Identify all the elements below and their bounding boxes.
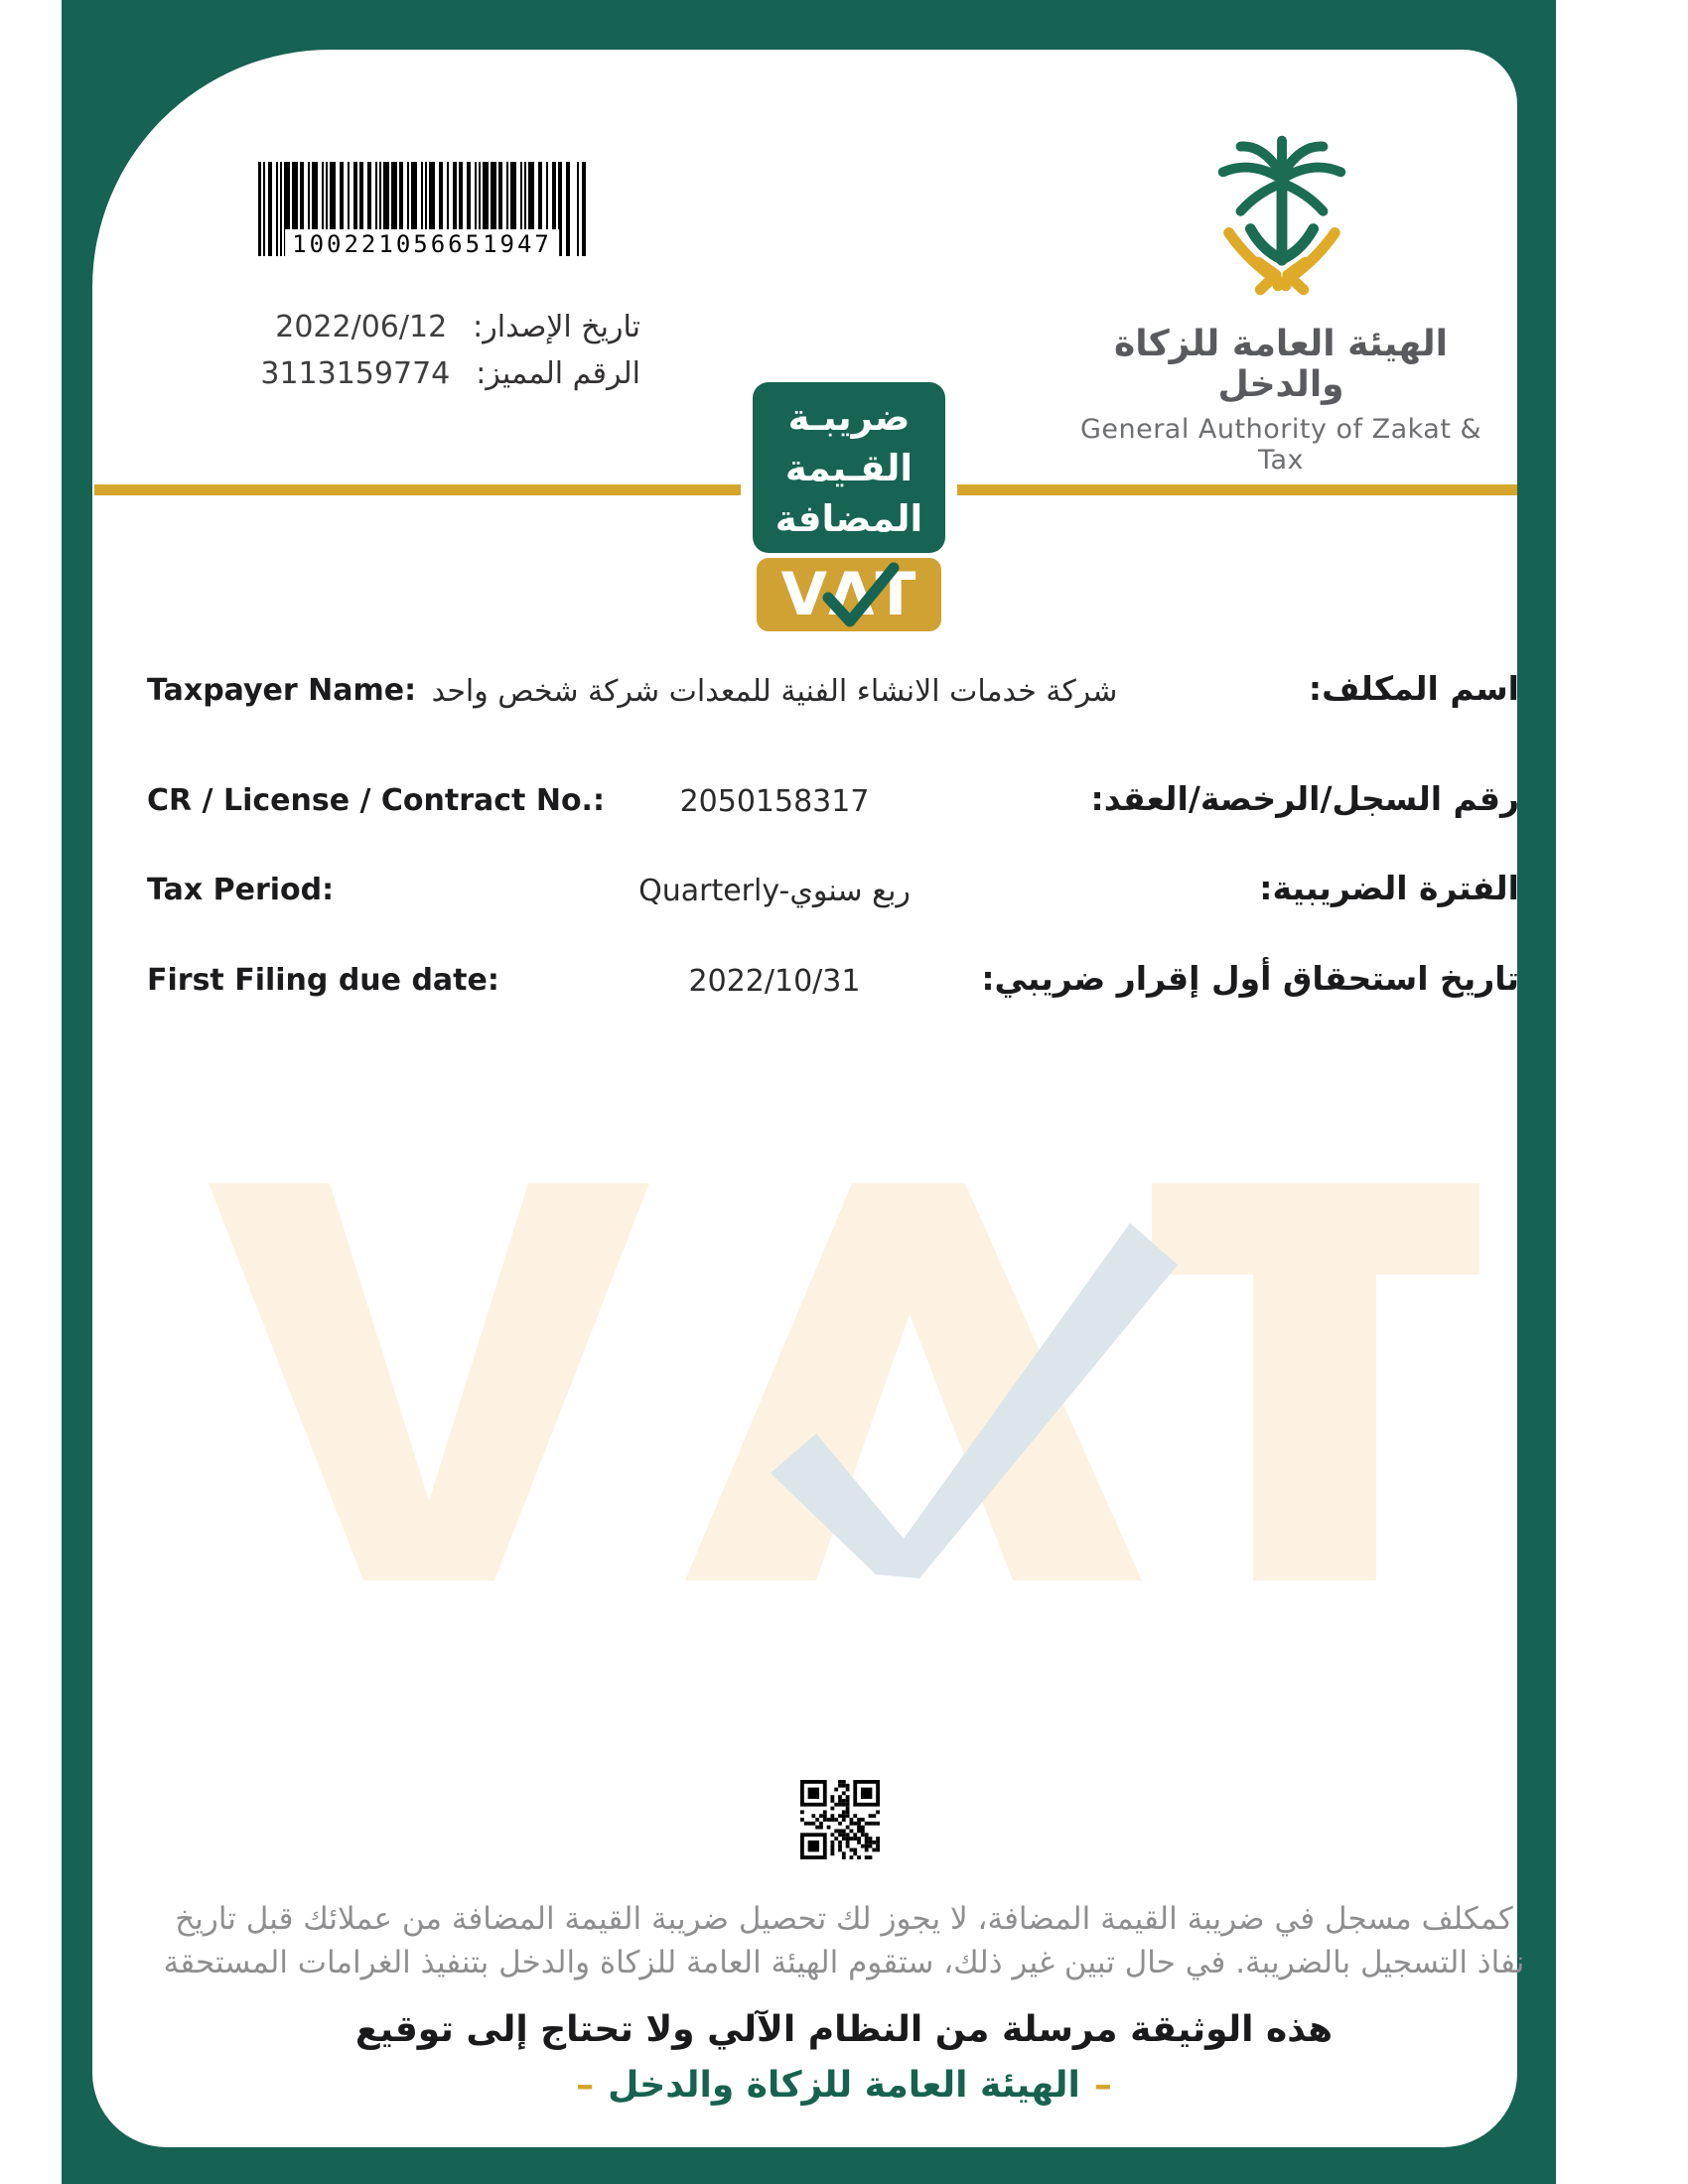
distinct-number-row (204, 356, 640, 403)
field-first-filing-label-en: First Filing due date: (147, 963, 499, 998)
authority-name-arabic: الهيئة العامة للزكاة والدخل (1113, 324, 1449, 405)
footer-dash-left: – (576, 2065, 595, 2106)
field-first-filing-value: 2022/10/31 (688, 964, 861, 999)
authority-name-block (1072, 324, 1489, 476)
gold-divider-right (957, 484, 1517, 495)
vat-logo-line2: القـيمة (784, 446, 914, 489)
distinct-number-label: الرقم المميز: (476, 356, 640, 391)
issue-date-row (204, 310, 640, 356)
field-taxpayer-name-label-en: Taxpayer Name: (147, 673, 417, 708)
vat-logo-arabic-box (753, 382, 945, 553)
vat-logo-line1: ضريبـة (787, 395, 911, 439)
field-first-filing-label-ar: تاريخ استحقاق أول إقرار ضريبي: (981, 959, 1519, 998)
footer-statement: هذه الوثيقة مرسلة من النظام الآلي ولا تحتاج إلى توقيع (354, 2009, 1334, 2050)
vat-logo-latin-box (757, 558, 941, 631)
barcode (258, 162, 586, 256)
field-cr-license-label-en: CR / License / Contract No.: (147, 783, 605, 818)
vat-logo-line3: المضافة (774, 496, 923, 540)
footer-authority-name: الهيئة العامة للزكاة والدخل (608, 2065, 1080, 2106)
field-taxpayer-name-value: شركة خدمات الانشاء الفنية للمعدات شركة شخص واحد (431, 674, 1118, 709)
footer-notice-line1: كمكلف مسجل في ضريبة القيمة المضافة، لا يجوز لك تحصيل ضريبة القيمة المضافة من عملائك قبل تاريخ (175, 1901, 1513, 1937)
footer-dash-right: – (1093, 2065, 1112, 2106)
gazt-logo-icon (1203, 115, 1360, 314)
field-cr-license-label-ar: رقم السجل/الرخصة/العقد: (1090, 779, 1519, 818)
footer-authority-line (129, 2065, 1559, 2106)
vat-letter-t: T (875, 560, 917, 629)
field-tax-period-value: Quarterly-ربع سنوي (638, 874, 911, 908)
field-taxpayer-name-label-ar: اسم المكلف: (1308, 669, 1519, 708)
distinct-number-value: 3113159774 (260, 356, 451, 391)
field-tax-period-label-ar: الفترة الضريبية: (1259, 869, 1519, 907)
barcode-number: 100221056651947 (285, 229, 559, 259)
gold-divider-left (94, 484, 741, 495)
footer-notice-line2: نفاذ التسجيل بالضريبة. في حال تبين غير ذلك، ستقوم الهيئة العامة للزكاة والدخل بتنفيذ الغرامات المستحقة (163, 1945, 1525, 1980)
issue-date-label: تاريخ الإصدار: (473, 310, 640, 344)
vat-letter-a: Λ (828, 560, 876, 629)
issue-date-value: 2022/06/12 (275, 310, 448, 344)
vat-watermark-icon (209, 1183, 1479, 1572)
field-tax-period-label-en: Tax Period: (147, 873, 335, 907)
authority-name-english: General Authority of Zakat & Tax (1079, 414, 1482, 476)
field-cr-license-value: 2050158317 (679, 784, 870, 819)
issue-info-block (204, 310, 640, 403)
qr-code-icon (800, 1780, 880, 1859)
vat-letter-v: V (780, 560, 829, 629)
